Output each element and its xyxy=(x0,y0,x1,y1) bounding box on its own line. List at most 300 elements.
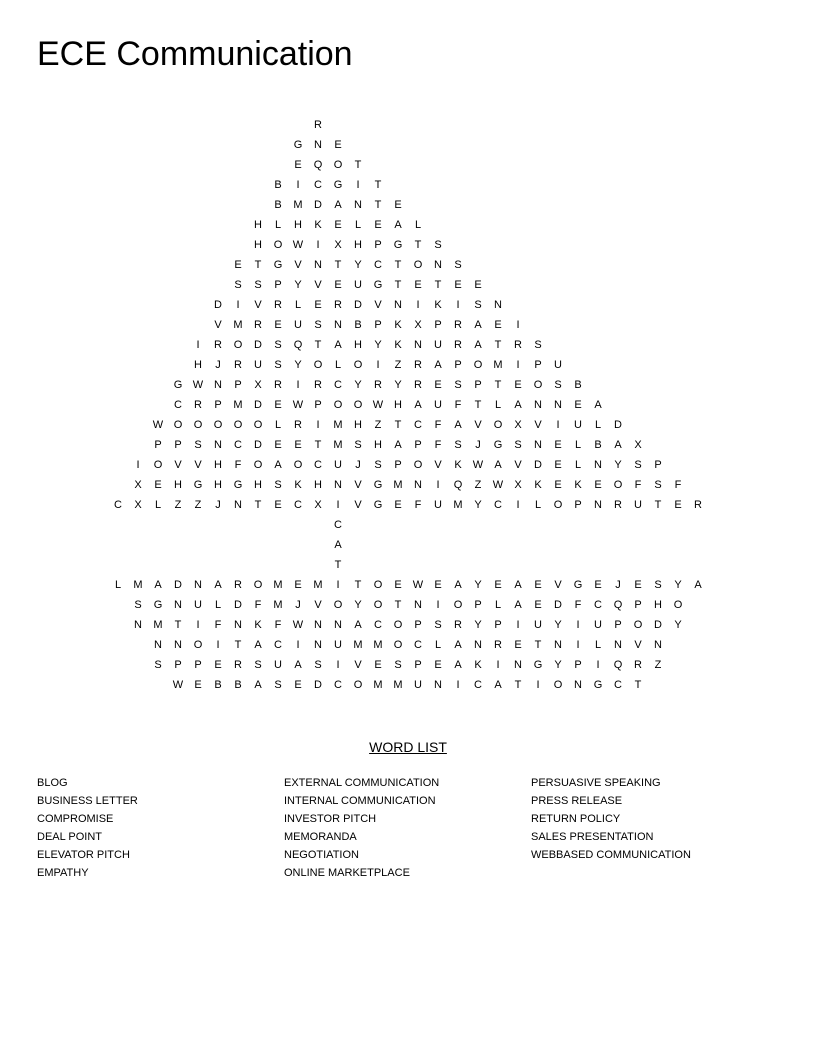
grid-letter: A xyxy=(434,359,442,371)
grid-letter: G xyxy=(173,379,183,391)
grid-letter: U xyxy=(554,359,562,371)
grid-letter: D xyxy=(554,599,562,611)
grid-letter: O xyxy=(393,619,403,631)
grid-letter: T xyxy=(634,679,642,691)
grid-letter: R xyxy=(294,419,302,431)
grid-letter: H xyxy=(394,399,402,411)
grid-letter: R xyxy=(234,659,242,671)
grid-letter: A xyxy=(214,579,222,591)
grid-letter: E xyxy=(434,379,442,391)
grid-letter: E xyxy=(454,279,462,291)
grid-letter: Y xyxy=(554,619,562,631)
grid-letter: G xyxy=(333,179,343,191)
grid-letter: K xyxy=(454,459,462,471)
grid-letter: T xyxy=(374,199,382,211)
grid-letter: I xyxy=(336,659,340,671)
grid-letter: L xyxy=(274,419,282,431)
grid-letter: O xyxy=(533,379,543,391)
grid-letter: S xyxy=(514,439,522,451)
grid-letter: E xyxy=(274,439,282,451)
grid-letter: R xyxy=(274,379,282,391)
grid-letter: C xyxy=(594,599,602,611)
grid-letter: P xyxy=(614,619,622,631)
grid-letter: I xyxy=(296,179,300,191)
grid-letter: O xyxy=(393,639,403,651)
grid-letter: B xyxy=(274,199,282,211)
grid-letter: R xyxy=(254,319,262,331)
grid-letter: H xyxy=(294,219,302,231)
grid-letter: B xyxy=(574,379,582,391)
grid-letter: E xyxy=(294,579,302,591)
grid-letter: T xyxy=(434,279,442,291)
grid-letter: U xyxy=(274,659,282,671)
grid-letter: Z xyxy=(394,359,402,371)
grid-letter: L xyxy=(214,599,222,611)
grid-letter: V xyxy=(314,599,322,611)
grid-letter: E xyxy=(494,319,502,331)
grid-letter: V xyxy=(434,459,442,471)
grid-letter: A xyxy=(334,199,342,211)
grid-letter: M xyxy=(333,439,343,451)
grid-letter: X xyxy=(514,419,522,431)
grid-letter: O xyxy=(293,459,303,471)
grid-letter: X xyxy=(134,499,142,511)
grid-letter: I xyxy=(376,359,380,371)
grid-letter: E xyxy=(294,159,302,171)
grid-letter: L xyxy=(494,599,502,611)
grid-letter: W xyxy=(292,399,304,411)
grid-letter: I xyxy=(516,359,520,371)
grid-letter: U xyxy=(574,419,582,431)
grid-letter: I xyxy=(316,239,320,251)
grid-letter: C xyxy=(334,519,342,531)
grid-letter: E xyxy=(294,439,302,451)
grid-letter: P xyxy=(214,399,222,411)
grid-letter: I xyxy=(436,479,440,491)
grid-letter: T xyxy=(334,559,342,571)
word-list-item: PERSUASIVE SPEAKING xyxy=(531,777,661,789)
grid-letter: D xyxy=(174,579,182,591)
grid-letter: J xyxy=(355,459,361,471)
grid-letter: M xyxy=(333,419,343,431)
grid-letter: A xyxy=(514,579,522,591)
grid-letter: U xyxy=(634,499,642,511)
grid-letter: N xyxy=(394,299,402,311)
grid-letter: N xyxy=(314,619,322,631)
grid-letter: T xyxy=(334,259,342,271)
grid-letter: F xyxy=(414,499,422,511)
grid-letter: E xyxy=(274,319,282,331)
grid-letter: E xyxy=(394,499,402,511)
grid-letter: R xyxy=(334,299,342,311)
grid-letter: V xyxy=(474,419,482,431)
grid-letter: M xyxy=(453,499,463,511)
grid-letter: O xyxy=(473,359,483,371)
grid-letter: D xyxy=(654,619,662,631)
grid-letter: A xyxy=(514,399,522,411)
grid-letter: H xyxy=(194,359,202,371)
grid-letter: S xyxy=(634,459,642,471)
grid-letter: J xyxy=(215,499,221,511)
grid-letter: R xyxy=(454,339,462,351)
grid-letter: A xyxy=(474,319,482,331)
grid-letter: I xyxy=(456,299,460,311)
grid-letter: A xyxy=(294,659,302,671)
grid-letter: S xyxy=(454,379,462,391)
grid-letter: X xyxy=(134,479,142,491)
grid-letter: B xyxy=(354,319,362,331)
grid-letter: O xyxy=(353,399,363,411)
grid-letter: U xyxy=(434,499,442,511)
grid-letter: O xyxy=(553,499,563,511)
grid-letter: H xyxy=(214,479,222,491)
grid-letter: F xyxy=(274,619,282,631)
grid-letter: I xyxy=(416,299,420,311)
grid-letter: M xyxy=(373,639,383,651)
grid-letter: N xyxy=(234,499,242,511)
grid-letter: L xyxy=(574,459,582,471)
grid-letter: P xyxy=(474,379,482,391)
grid-letter: A xyxy=(454,639,462,651)
grid-letter: O xyxy=(553,679,563,691)
grid-letter: N xyxy=(414,479,422,491)
grid-letter: G xyxy=(373,479,383,491)
grid-letter: N xyxy=(654,639,662,651)
grid-letter: O xyxy=(193,639,203,651)
grid-letter: S xyxy=(454,439,462,451)
grid-letter: A xyxy=(694,579,702,591)
grid-letter: S xyxy=(474,299,482,311)
grid-letter: R xyxy=(414,359,422,371)
grid-letter: C xyxy=(294,499,302,511)
grid-letter: O xyxy=(333,599,343,611)
grid-letter: Z xyxy=(174,499,182,511)
grid-letter: I xyxy=(536,679,540,691)
grid-letter: N xyxy=(174,599,182,611)
grid-letter: E xyxy=(534,599,542,611)
grid-letter: P xyxy=(154,439,162,451)
grid-letter: N xyxy=(514,659,522,671)
grid-letter: V xyxy=(194,459,202,471)
word-list-item: INVESTOR PITCH xyxy=(284,813,377,825)
word-list-item: RETURN POLICY xyxy=(531,813,621,825)
grid-letter: F xyxy=(454,399,462,411)
grid-letter: N xyxy=(554,639,562,651)
grid-letter: P xyxy=(494,619,502,631)
grid-letter: A xyxy=(454,419,462,431)
grid-letter: W xyxy=(492,479,504,491)
grid-letter: X xyxy=(414,319,422,331)
grid-letter: C xyxy=(174,399,182,411)
grid-letter: P xyxy=(394,459,402,471)
grid-letter: U xyxy=(354,279,362,291)
grid-letter: E xyxy=(314,299,322,311)
grid-letter: P xyxy=(374,319,382,331)
grid-letter: E xyxy=(234,259,242,271)
grid-letter: I xyxy=(516,319,520,331)
grid-letter: Q xyxy=(293,339,303,351)
grid-letter: U xyxy=(534,619,542,631)
grid-letter: C xyxy=(314,459,322,471)
grid-letter: G xyxy=(593,679,603,691)
grid-letter: O xyxy=(233,339,243,351)
grid-letter: I xyxy=(516,499,520,511)
grid-letter: L xyxy=(594,639,602,651)
grid-letter: M xyxy=(133,579,143,591)
grid-letter: G xyxy=(533,659,543,671)
grid-letter: I xyxy=(336,499,340,511)
grid-letter: R xyxy=(374,379,382,391)
grid-letter: R xyxy=(694,499,702,511)
word-list-item: WEBBASED COMMUNICATION xyxy=(531,849,691,861)
grid-letter: T xyxy=(514,679,522,691)
grid-letter: S xyxy=(274,479,282,491)
grid-letter: N xyxy=(594,459,602,471)
grid-letter: W xyxy=(152,419,164,431)
grid-letter: S xyxy=(234,279,242,291)
grid-letter: X xyxy=(254,379,262,391)
grid-letter: E xyxy=(554,459,562,471)
grid-letter: P xyxy=(434,319,442,331)
grid-letter: N xyxy=(554,399,562,411)
grid-letter: N xyxy=(334,319,342,331)
grid-letter: L xyxy=(114,579,122,591)
grid-letter: J xyxy=(215,359,221,371)
grid-letter: F xyxy=(634,479,642,491)
grid-letter: C xyxy=(314,179,322,191)
grid-letter: C xyxy=(234,439,242,451)
grid-letter: G xyxy=(273,259,283,271)
grid-letter: C xyxy=(334,679,342,691)
grid-letter: I xyxy=(556,419,560,431)
grid-letter: K xyxy=(534,479,542,491)
grid-letter: O xyxy=(173,419,183,431)
grid-letter: E xyxy=(294,679,302,691)
grid-letter: U xyxy=(434,339,442,351)
grid-letter: N xyxy=(314,639,322,651)
grid-letter: M xyxy=(233,399,243,411)
grid-letter: I xyxy=(196,339,200,351)
grid-letter: A xyxy=(334,339,342,351)
grid-letter: E xyxy=(374,219,382,231)
grid-letter: O xyxy=(253,419,263,431)
grid-letter: V xyxy=(354,659,362,671)
grid-letter: O xyxy=(333,159,343,171)
word-list-column-1 xyxy=(37,774,138,882)
grid-letter: E xyxy=(594,479,602,491)
grid-letter: F xyxy=(234,459,242,471)
grid-letter: Q xyxy=(453,479,463,491)
grid-letter: A xyxy=(454,579,462,591)
grid-letter: O xyxy=(633,619,643,631)
grid-letter: I xyxy=(336,579,340,591)
grid-letter: V xyxy=(174,459,182,471)
grid-letter: I xyxy=(456,679,460,691)
grid-letter: M xyxy=(353,639,363,651)
grid-letter: S xyxy=(374,459,382,471)
grid-letter: T xyxy=(394,599,402,611)
grid-letter: O xyxy=(353,679,363,691)
grid-letter: A xyxy=(154,579,162,591)
grid-letter: N xyxy=(534,439,542,451)
grid-letter: O xyxy=(193,419,203,431)
grid-letter: N xyxy=(614,639,622,651)
grid-letter: L xyxy=(414,219,422,231)
grid-letter: F xyxy=(214,619,222,631)
grid-letter: O xyxy=(253,579,263,591)
grid-letter: A xyxy=(514,599,522,611)
grid-letter: D xyxy=(314,199,322,211)
grid-letter: T xyxy=(414,239,422,251)
grid-letter: P xyxy=(654,459,662,471)
word-list-item: SALES PRESENTATION xyxy=(531,831,654,843)
grid-letter: H xyxy=(314,479,322,491)
grid-letter: E xyxy=(154,479,162,491)
grid-letter: E xyxy=(194,679,202,691)
grid-letter: C xyxy=(614,679,622,691)
grid-letter: M xyxy=(273,599,283,611)
grid-letter: S xyxy=(354,439,362,451)
grid-letter: T xyxy=(474,399,482,411)
grid-letter: F xyxy=(434,419,442,431)
grid-letter: L xyxy=(334,359,342,371)
grid-letter: T xyxy=(394,419,402,431)
word-list-heading: WORD LIST xyxy=(369,739,447,755)
grid-letter: A xyxy=(494,459,502,471)
grid-letter: R xyxy=(614,499,622,511)
grid-letter: A xyxy=(254,679,262,691)
grid-letter: S xyxy=(154,659,162,671)
grid-letter: I xyxy=(596,659,600,671)
grid-letter: N xyxy=(214,439,222,451)
grid-letter: H xyxy=(354,339,362,351)
grid-letter: V xyxy=(354,479,362,491)
grid-letter: O xyxy=(673,599,683,611)
grid-letter: V xyxy=(554,579,562,591)
grid-letter: P xyxy=(274,279,282,291)
grid-letter: C xyxy=(494,499,502,511)
grid-letter: E xyxy=(334,139,342,151)
grid-letter: A xyxy=(474,339,482,351)
grid-letter: S xyxy=(434,619,442,631)
grid-letter: G xyxy=(493,439,503,451)
grid-letter: F xyxy=(254,599,262,611)
grid-letter: O xyxy=(453,599,463,611)
grid-letter: R xyxy=(214,339,222,351)
grid-letter: C xyxy=(414,639,422,651)
grid-letter: D xyxy=(314,679,322,691)
grid-letter: E xyxy=(574,399,582,411)
grid-letter: E xyxy=(554,479,562,491)
grid-letter: S xyxy=(194,439,202,451)
grid-letter: S xyxy=(654,579,662,591)
grid-letter: K xyxy=(574,479,582,491)
grid-letter: T xyxy=(494,339,502,351)
grid-letter: K xyxy=(314,219,322,231)
grid-letter: N xyxy=(314,139,322,151)
grid-letter: C xyxy=(374,619,382,631)
grid-letter: D xyxy=(354,299,362,311)
word-list-item: DEAL POINT xyxy=(37,831,102,843)
grid-letter: N xyxy=(354,199,362,211)
grid-letter: R xyxy=(234,359,242,371)
grid-letter: G xyxy=(573,579,583,591)
grid-letter: A xyxy=(394,439,402,451)
grid-letter: G xyxy=(393,239,403,251)
grid-letter: R xyxy=(234,579,242,591)
grid-letter: Z xyxy=(654,659,662,671)
grid-letter: E xyxy=(414,279,422,291)
grid-letter: W xyxy=(472,459,484,471)
grid-letter: N xyxy=(334,479,342,491)
grid-letter: E xyxy=(634,579,642,591)
word-list-item: BUSINESS LETTER xyxy=(37,795,138,807)
grid-letter: Q xyxy=(613,659,623,671)
grid-letter: W xyxy=(192,379,204,391)
grid-letter: C xyxy=(274,639,282,651)
word-list-item: ONLINE MARKETPLACE xyxy=(284,867,410,879)
grid-letter: V xyxy=(314,279,322,291)
grid-letter: I xyxy=(496,659,500,671)
grid-letter: V xyxy=(254,299,262,311)
grid-letter: E xyxy=(674,499,682,511)
grid-letter: C xyxy=(474,679,482,691)
grid-letter: I xyxy=(216,639,220,651)
grid-letter: E xyxy=(594,579,602,591)
grid-letter: S xyxy=(454,259,462,271)
grid-letter: R xyxy=(514,339,522,351)
grid-letter: V xyxy=(294,259,302,271)
grid-letter: P xyxy=(534,359,542,371)
grid-letter: I xyxy=(136,459,140,471)
grid-letter: D xyxy=(234,599,242,611)
grid-letter: A xyxy=(494,679,502,691)
grid-letter: R xyxy=(314,119,322,131)
grid-letter: D xyxy=(614,419,622,431)
grid-letter: I xyxy=(316,419,320,431)
grid-letter: N xyxy=(154,639,162,651)
grid-letter: R xyxy=(274,299,282,311)
grid-letter: S xyxy=(554,379,562,391)
grid-letter: N xyxy=(494,299,502,311)
grid-letter: I xyxy=(576,619,580,631)
grid-letter: E xyxy=(434,659,442,671)
grid-letter: Z xyxy=(474,479,482,491)
grid-letter: E xyxy=(274,399,282,411)
grid-letter: M xyxy=(313,579,323,591)
grid-letter: Z xyxy=(194,499,202,511)
grid-letter: U xyxy=(194,599,202,611)
grid-letter: T xyxy=(354,579,362,591)
grid-letter: V xyxy=(634,639,642,651)
grid-letter: L xyxy=(354,219,362,231)
grid-letter: H xyxy=(654,599,662,611)
grid-letter: S xyxy=(434,239,442,251)
grid-letter: W xyxy=(372,399,384,411)
grid-letter: H xyxy=(254,239,262,251)
grid-letter: Y xyxy=(674,619,682,631)
grid-letter: E xyxy=(474,279,482,291)
grid-letter: U xyxy=(334,459,342,471)
word-list-item: MEMORANDA xyxy=(284,831,357,843)
grid-letter: E xyxy=(434,579,442,591)
grid-letter: E xyxy=(334,279,342,291)
grid-letter: S xyxy=(314,319,322,331)
grid-letter: O xyxy=(233,419,243,431)
grid-letter: N xyxy=(334,619,342,631)
grid-letter: S xyxy=(394,659,402,671)
grid-letter: J xyxy=(475,439,481,451)
